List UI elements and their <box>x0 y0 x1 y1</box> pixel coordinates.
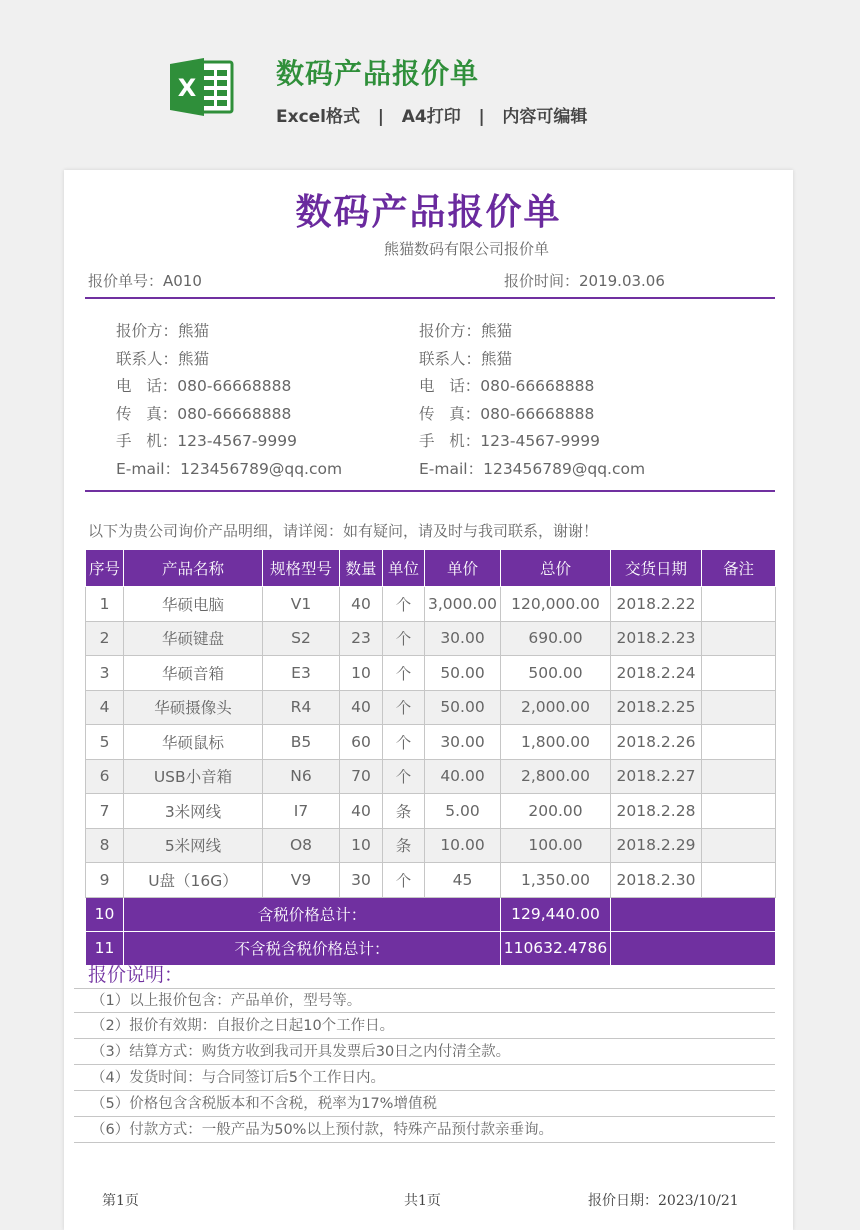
total-row-tax <box>86 897 776 931</box>
row-total: 500.00 <box>501 656 611 691</box>
row-total: 1,800.00 <box>501 725 611 760</box>
row-product: 华硕鼠标 <box>124 725 263 760</box>
row-qty: 10 <box>340 656 383 691</box>
row-product: 华硕音箱 <box>124 656 263 691</box>
notes-title: 报价说明： <box>88 964 184 986</box>
row-product: 5米网线 <box>124 828 263 863</box>
row-price: 40.00 <box>425 759 501 794</box>
divider-line <box>85 297 775 299</box>
intro-text: 以下为贵公司询价产品明细，请详阅：如有疑问，请及时与我司联系，谢谢！ <box>88 522 599 540</box>
header-product: 产品名称 <box>124 550 263 587</box>
row-date: 2018.2.25 <box>611 690 702 725</box>
row-no: 8 <box>86 828 124 863</box>
row-unit: 个 <box>383 587 425 622</box>
header-remark: 备注 <box>702 550 776 587</box>
party-right-quoter: 报价方：熊猫 <box>419 322 513 340</box>
party-right-phone: 电 话：080-66668888 <box>419 377 595 395</box>
row-price: 3,000.00 <box>425 587 501 622</box>
row-model: E3 <box>263 656 340 691</box>
row-unit: 个 <box>383 656 425 691</box>
note-item: （2）报价有效期：自报价之日起10个工作日。 <box>74 1014 775 1039</box>
row-total: 690.00 <box>501 621 611 656</box>
note-item: （5）价格包含含税版本和不含税，税率为17%增值税 <box>74 1092 775 1117</box>
header-model: 规格型号 <box>263 550 340 587</box>
row-unit: 个 <box>383 759 425 794</box>
row-remark <box>702 656 776 691</box>
table-row <box>86 863 776 898</box>
row-qty: 10 <box>340 828 383 863</box>
row-no: 1 <box>86 587 124 622</box>
quote-sheet <box>64 170 793 1230</box>
quote-time: 报价时间：2019.03.06 <box>504 272 665 290</box>
row-remark <box>702 794 776 829</box>
table-row <box>86 759 776 794</box>
note-item: （6）付款方式：一般产品为50%以上预付款，特殊产品预付款亲垂询。 <box>74 1118 775 1143</box>
row-date: 2018.2.26 <box>611 725 702 760</box>
row-product: 华硕键盘 <box>124 621 263 656</box>
table-row <box>86 725 776 760</box>
banner-title: 数码产品报价单 <box>276 57 480 90</box>
row-qty: 30 <box>340 863 383 898</box>
total-blank <box>611 897 776 931</box>
row-qty: 23 <box>340 621 383 656</box>
row-no: 6 <box>86 759 124 794</box>
total-row-notax <box>86 931 776 965</box>
row-no: 5 <box>86 725 124 760</box>
row-unit: 个 <box>383 690 425 725</box>
excel-icon <box>170 56 234 118</box>
row-remark <box>702 587 776 622</box>
header-no: 序号 <box>86 550 124 587</box>
row-qty: 40 <box>340 794 383 829</box>
row-product: 华硕摄像头 <box>124 690 263 725</box>
row-no: 2 <box>86 621 124 656</box>
header-price: 单价 <box>425 550 501 587</box>
party-left-quoter: 报价方：熊猫 <box>116 322 210 340</box>
row-price: 30.00 <box>425 621 501 656</box>
footer-date: 报价日期：2023/10/21 <box>588 1193 739 1209</box>
total-value: 110632.4786 <box>501 931 611 965</box>
party-left-contact: 联系人：熊猫 <box>116 349 210 368</box>
row-remark <box>702 759 776 794</box>
row-total: 100.00 <box>501 828 611 863</box>
footer-total-pages: 共1页 <box>404 1193 441 1209</box>
row-date: 2018.2.24 <box>611 656 702 691</box>
row-remark <box>702 690 776 725</box>
row-no: 9 <box>86 863 124 898</box>
total-blank <box>611 931 776 965</box>
row-model: N6 <box>263 759 340 794</box>
party-right-email: E-mail：123456789@qq.com <box>419 459 646 478</box>
row-unit: 条 <box>383 828 425 863</box>
note-item: （3）结算方式：购货方收到我司开具发票后30日之内付清全款。 <box>74 1040 775 1065</box>
party-right-fax: 传 真：080-66668888 <box>419 404 595 423</box>
row-unit: 个 <box>383 725 425 760</box>
row-unit: 条 <box>383 794 425 829</box>
row-product: USB小音箱 <box>124 759 263 794</box>
row-date: 2018.2.28 <box>611 794 702 829</box>
product-table <box>85 549 776 966</box>
row-date: 2018.2.29 <box>611 828 702 863</box>
row-model: S2 <box>263 621 340 656</box>
row-model: R4 <box>263 690 340 725</box>
row-no: 3 <box>86 656 124 691</box>
table-header-row <box>86 550 776 587</box>
note-item: （4）发货时间：与合同签订后5个工作日内。 <box>74 1066 775 1091</box>
row-price: 10.00 <box>425 828 501 863</box>
note-item: （1）以上报价包含：产品单价，型号等。 <box>74 988 775 1013</box>
document-title: 数码产品报价单 <box>295 192 562 233</box>
row-date: 2018.2.30 <box>611 863 702 898</box>
row-model: O8 <box>263 828 340 863</box>
row-unit: 个 <box>383 621 425 656</box>
row-model: I7 <box>263 794 340 829</box>
row-total: 120,000.00 <box>501 587 611 622</box>
party-right-contact: 联系人：熊猫 <box>419 349 513 368</box>
party-left-phone: 电 话：080-66668888 <box>116 377 292 395</box>
table-row <box>86 656 776 691</box>
row-qty: 40 <box>340 587 383 622</box>
quote-number: 报价单号：A010 <box>88 272 202 290</box>
party-right-mobile: 手 机：123-4567-9999 <box>419 432 600 450</box>
row-price: 5.00 <box>425 794 501 829</box>
row-remark <box>702 828 776 863</box>
row-remark <box>702 621 776 656</box>
row-model: V1 <box>263 587 340 622</box>
row-product: U盘（16G） <box>124 863 263 898</box>
row-price: 30.00 <box>425 725 501 760</box>
row-no: 4 <box>86 690 124 725</box>
total-value: 129,440.00 <box>501 897 611 931</box>
row-total: 2,000.00 <box>501 690 611 725</box>
table-row <box>86 828 776 863</box>
row-product: 3米网线 <box>124 794 263 829</box>
header-date: 交货日期 <box>611 550 702 587</box>
row-model: V9 <box>263 863 340 898</box>
total-label: 不含税含税价格总计： <box>124 931 501 965</box>
row-date: 2018.2.22 <box>611 587 702 622</box>
row-date: 2018.2.23 <box>611 621 702 656</box>
total-no: 11 <box>86 931 124 965</box>
table-row <box>86 690 776 725</box>
table-row <box>86 794 776 829</box>
header-qty: 数量 <box>340 550 383 587</box>
row-total: 2,800.00 <box>501 759 611 794</box>
table-row <box>86 621 776 656</box>
row-total: 1,350.00 <box>501 863 611 898</box>
banner-subtitle: Excel格式 | A4打印 | 内容可编辑 <box>276 107 588 127</box>
total-no: 10 <box>86 897 124 931</box>
party-right-block <box>419 318 645 483</box>
table-row <box>86 587 776 622</box>
row-date: 2018.2.27 <box>611 759 702 794</box>
header-total: 总价 <box>501 550 611 587</box>
footer-page: 第1页 <box>102 1193 139 1209</box>
row-qty: 70 <box>340 759 383 794</box>
banner <box>0 0 860 170</box>
row-qty: 40 <box>340 690 383 725</box>
svg-text:X: X <box>177 74 197 102</box>
header-unit: 单位 <box>383 550 425 587</box>
row-remark <box>702 725 776 760</box>
row-unit: 个 <box>383 863 425 898</box>
row-price: 50.00 <box>425 656 501 691</box>
row-no: 7 <box>86 794 124 829</box>
row-product: 华硕电脑 <box>124 587 263 622</box>
document-subtitle: 熊猫数码有限公司报价单 <box>384 240 550 258</box>
row-price: 45 <box>425 863 501 898</box>
party-left-block <box>116 318 342 483</box>
row-remark <box>702 863 776 898</box>
row-model: B5 <box>263 725 340 760</box>
total-label: 含税价格总计： <box>124 897 501 931</box>
divider-line <box>85 490 775 492</box>
party-left-mobile: 手 机：123-4567-9999 <box>116 432 297 450</box>
party-left-email: E-mail：123456789@qq.com <box>116 459 343 478</box>
row-price: 50.00 <box>425 690 501 725</box>
party-left-fax: 传 真：080-66668888 <box>116 404 292 423</box>
row-total: 200.00 <box>501 794 611 829</box>
row-qty: 60 <box>340 725 383 760</box>
